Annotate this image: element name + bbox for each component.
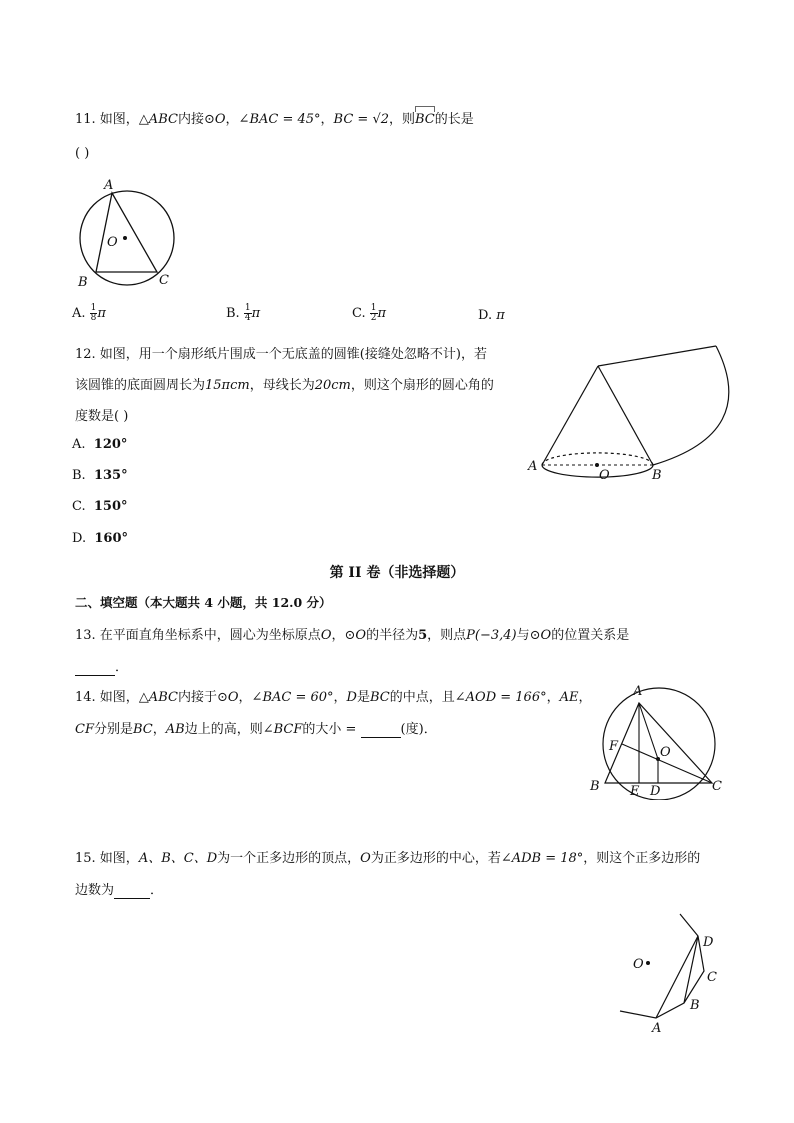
- q11-figure: [70, 172, 190, 294]
- q11-option-c[interactable]: C. $\frac{1}{2}$ π: [352, 303, 387, 323]
- label-d: D: [703, 935, 714, 950]
- q11-stem: 11. 如图，△ABC内接⊙O，∠BAC = 45°，BC = √2，则BC的长是: [75, 112, 474, 127]
- label-d: D: [650, 784, 661, 799]
- label-b: B: [78, 275, 88, 290]
- q13-line2: ．: [75, 656, 128, 676]
- q12-line1: 12. 如图，用一个扇形纸片围成一个无底盖的圆锥(接缝处忽略不计)，若: [75, 347, 487, 362]
- label-c: C: [707, 970, 717, 985]
- label-o: O: [599, 468, 610, 483]
- q12-option-a[interactable]: A. 120°: [72, 437, 128, 452]
- triangle-abc: [96, 193, 157, 272]
- q13-line1: 13. 在平面直角坐标系中，圆心为坐标原点O，⊙O的半径为5，则点P(−3,4)与⊙O的位置关系是: [75, 628, 630, 643]
- label-o: O: [660, 745, 671, 760]
- cone-left-edge: [542, 366, 598, 465]
- label-a: A: [633, 684, 643, 699]
- q12-option-c[interactable]: C. 150°: [72, 499, 128, 514]
- q11-answer-paren: ( ): [75, 146, 90, 161]
- label-b: B: [590, 779, 600, 794]
- q14-figure: [584, 682, 734, 800]
- label-b: B: [652, 468, 662, 483]
- q15-answer-blank[interactable]: [114, 883, 150, 899]
- q14-line1: 14. 如图，△ABC内接于⊙O，∠BAC = 60°，D是BC的中点，且∠AOD = 166°，AE，: [75, 690, 592, 705]
- arc-bc: BC: [415, 112, 435, 127]
- label-o: O: [633, 957, 644, 972]
- label-a: A: [528, 459, 538, 474]
- q11-option-b[interactable]: B. $\frac{1}{4}$ π: [226, 303, 261, 323]
- q12-figure: [520, 338, 730, 488]
- center-o-dot: [123, 236, 127, 240]
- q15-line1: 15. 如图，A、B、C、D为一个正多边形的顶点，O为正多边形的中心，若∠ADB = 18°，则这个正多边形的: [75, 851, 701, 866]
- center-o-dot: [646, 961, 650, 965]
- q15-figure: [612, 908, 732, 1036]
- q14-line2: CF分别是BC，AB边上的高，则∠BCF的大小 = (度)．: [75, 722, 437, 737]
- label-c: C: [159, 273, 169, 288]
- sector-arc: [653, 346, 729, 465]
- cone-right-edge: [598, 366, 653, 465]
- q11-option-a[interactable]: A. $\frac{1}{8}$ π: [72, 303, 106, 323]
- segment-bd: [684, 936, 698, 1003]
- q12-option-b[interactable]: B. 135°: [72, 468, 128, 483]
- q13-answer-blank[interactable]: [75, 660, 115, 676]
- label-c: C: [712, 779, 722, 794]
- q14-answer-blank[interactable]: [361, 722, 401, 738]
- label-o: O: [107, 235, 118, 250]
- q15-line2: 边数为 ．: [75, 883, 164, 898]
- label-e: E: [630, 784, 640, 799]
- section-title: 第 II 卷（非选择题）: [329, 565, 465, 581]
- label-a: A: [652, 1021, 662, 1036]
- q11-option-d[interactable]: D. π: [478, 308, 505, 323]
- segment-ao: [639, 703, 658, 759]
- q12-line2: 该圆锥的底面圆周长为15πcm，母线长为20cm，则这个扇形的圆心角的: [75, 378, 494, 393]
- section-heading: 二、填空题（本大题共 4 小题，共 12.0 分）: [75, 595, 332, 610]
- label-f: F: [609, 739, 619, 754]
- label-b: B: [690, 998, 700, 1013]
- q12-option-d[interactable]: D. 160°: [72, 531, 128, 546]
- q12-line3: 度数是( ): [75, 409, 129, 424]
- base-center-dot: [595, 463, 599, 467]
- label-a: A: [104, 178, 114, 193]
- sector-radius: [598, 346, 716, 366]
